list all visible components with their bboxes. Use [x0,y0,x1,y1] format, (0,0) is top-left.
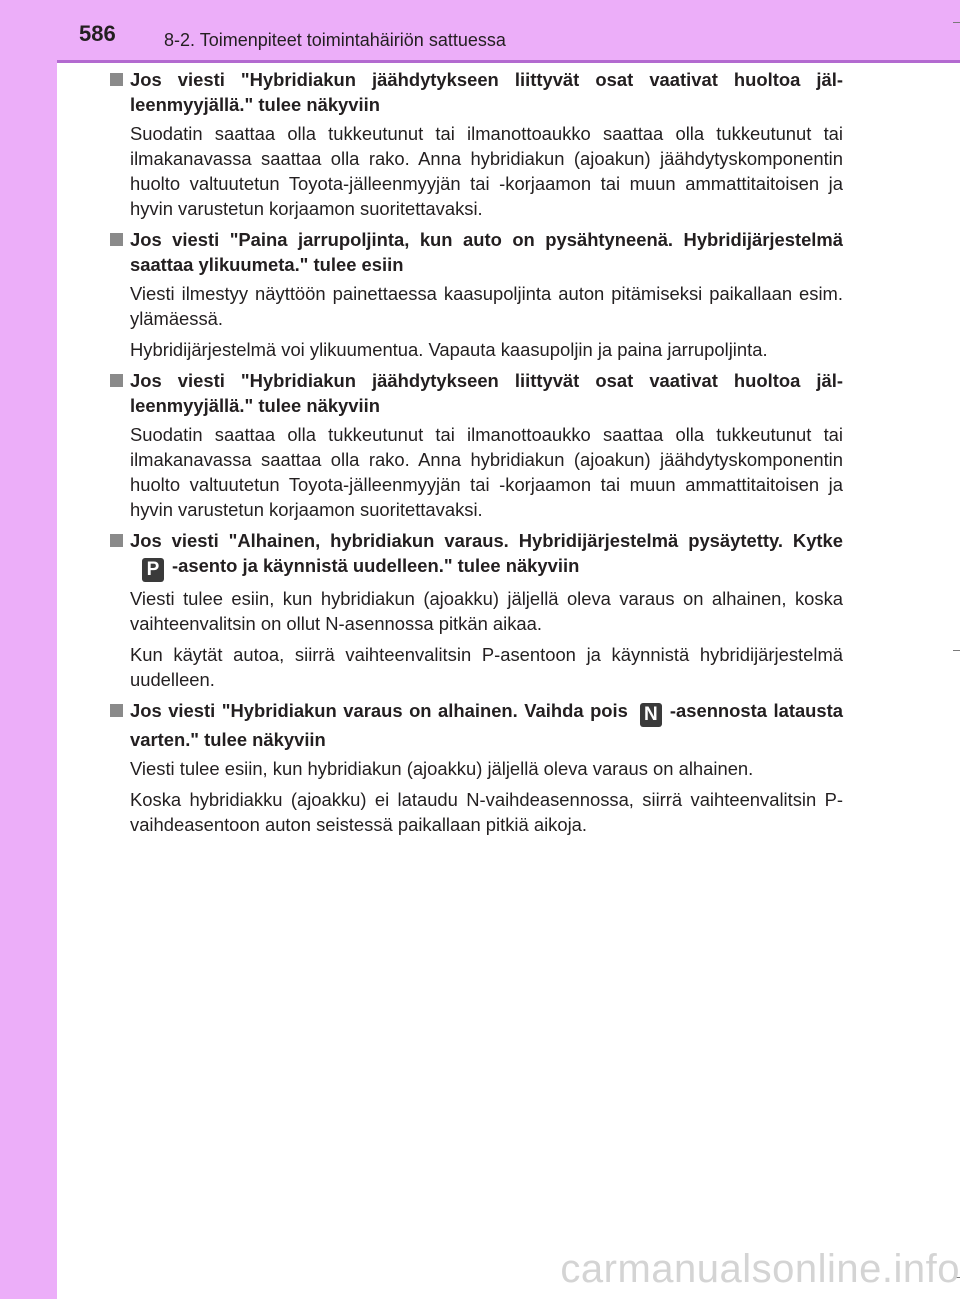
header-divider [57,60,960,63]
heading-text: Jos viesti "Hybridiakun jäähdytykseen liittyvät osat vaativat huoltoa jälleenmyyjällä." tulee näkyviin [130,370,843,416]
body-paragraph: Viesti tulee esiin, kun hybridiakun (ajoakku) jäljellä oleva varaus on alhainen. [130,758,754,779]
section-title: 8-2. Toimenpiteet toimintahäiriön sattuessa [164,30,506,50]
page-content [108,67,843,837]
body-paragraph: Suodatin saattaa olla tukkeutunut tai ilmanottoaukko saattaa olla tukkeutunut tai ilmakanavassa saattaa olla rako. Anna hybridiakun (ajoakun) jäähdytyskomponentin huolto valtuutetun Toyota-jälleenmyyjän tai -korjaamon tai muun ammattitaitoisen ja hyvin varustetun korjaamon suoritettavaksi. [130,424,843,520]
body-paragraph: Kun käytät autoa, siirrä vaihteenvalitsin P-asentoon ja käynnistä hybridijärjestelmä uudelleen. [130,644,843,690]
section-cooling-service [108,67,843,221]
crop-mark-middle [953,650,960,651]
square-bullet-icon [110,73,123,86]
section-heading [108,227,843,277]
page-number: 586 [79,21,116,46]
body-paragraph: Koska hybridiakku (ajoakku) ei lataudu N-vaihdeasennossa, siirrä vaihteenvalitsin P-vaihdeasentoon auton seistessä paikallaan pitkiä aikoja. [130,789,843,835]
square-bullet-icon [110,374,123,387]
section-low-charge-stopped [108,528,843,692]
body-paragraph: Viesti tulee esiin, kun hybridiakun (ajoakku) jäljellä oleva varaus on alhainen, koska vaihteenvalitsin on ollut N-asennossa pitkän aikaa. [130,588,843,634]
section-cooling-service-repeat [108,368,843,522]
square-bullet-icon [110,233,123,246]
heading-text-start: Jos viesti "Alhainen, hybridiakun varaus. Hybridijärjestelmä pysäytetty. Kytke [130,530,843,551]
section-heading [108,698,843,752]
section-heading [108,528,843,582]
square-bullet-icon [110,704,123,717]
section-press-brake [108,227,843,362]
body-paragraph: Suodatin saattaa olla tukkeutunut tai ilmanottoaukko saattaa olla tukkeutunut tai ilmakanavassa saattaa olla rako. Anna hybridiakun (ajoakun) jäähdytyskomponentin huolto valtuutetun Toyota-jälleenmyyjän tai -korjaamon tai muun ammattitaitoisen ja hyvin varustetun korjaamon suoritettavaksi. [130,123,843,219]
park-position-icon: P [142,558,164,582]
section-heading [108,67,843,117]
heading-text-end: -asento ja käynnistä uudelleen." tulee näkyviin [172,555,580,576]
heading-text: Jos viesti "Hybridiakun jäähdytykseen liittyvät osat vaativat huoltoa jälleenmyyjällä." tulee näkyviin [130,69,843,115]
body-paragraph: Viesti ilmestyy näyttöön painettaessa kaasupoljinta auton pitämiseksi paikallaan esim. ylämäessä. [130,283,843,329]
neutral-position-icon: N [640,703,662,727]
side-thumb-tab [0,0,57,1299]
crop-mark-top [953,22,960,23]
heading-text-end: -asennosta latausta varten." tulee näkyviin [130,700,843,750]
section-heading [108,368,843,418]
section-low-charge-shift [108,698,843,837]
heading-text: Jos viesti "Paina jarrupoljinta, kun auto on pysähtyneenä. Hybridijärjestelmä saattaa ylikuumeta." tulee esiin [130,229,843,275]
body-paragraph: Hybridijärjestelmä voi ylikuumentua. Vapauta kaasupoljin ja paina jarrupoljinta. [130,339,768,360]
heading-text-start: Jos viesti "Hybridiakun varaus on alhainen. Vaihda pois [130,700,628,721]
watermark: carmanualsonline.info [560,1247,960,1291]
square-bullet-icon [110,534,123,547]
